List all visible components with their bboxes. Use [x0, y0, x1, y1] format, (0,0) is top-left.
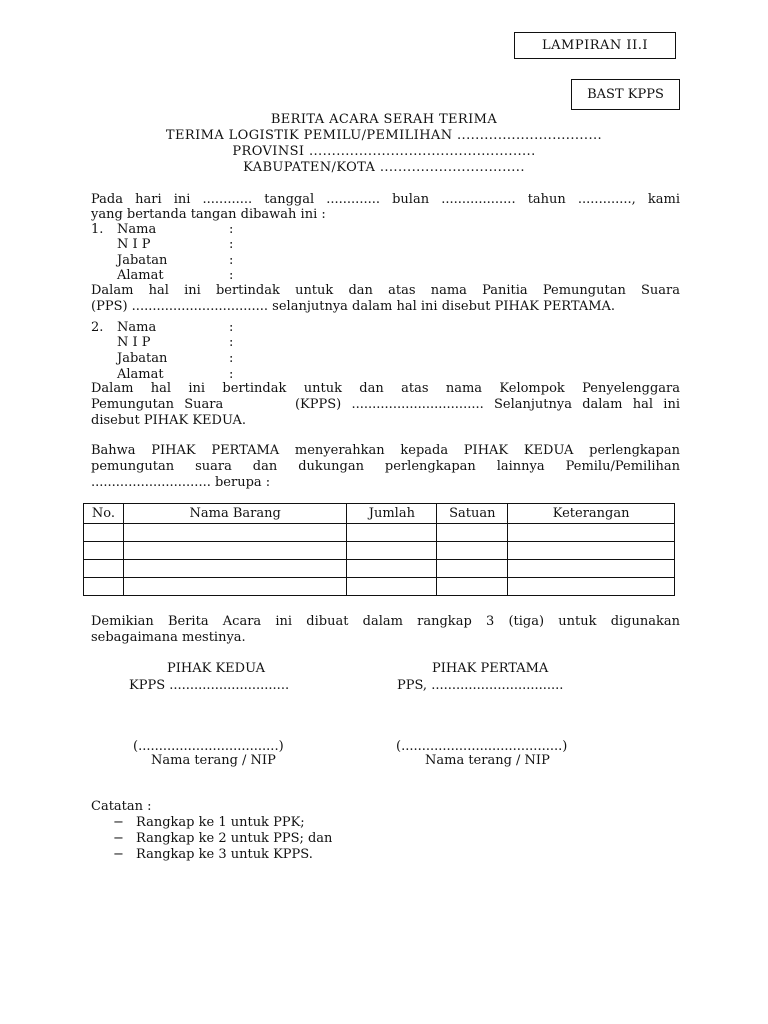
table-row: [84, 524, 675, 542]
table-cell: [84, 578, 124, 596]
table-cell: [437, 524, 508, 542]
person1-colon: :: [229, 268, 234, 283]
table-cell: [84, 524, 124, 542]
closing-statement-line: Demikian Berita Acara ini dibuat dalam rangkap 3 (tiga) untuk digunakan: [91, 614, 680, 629]
items-table: [83, 503, 675, 596]
bast-kpps-label-box: BAST KPPS: [571, 79, 680, 110]
person1-field-nip: N I P: [117, 237, 151, 252]
note-bullet: −: [113, 831, 124, 846]
table-row: [84, 542, 675, 560]
lampiran-label-box: LAMPIRAN II.I: [514, 32, 676, 59]
table-row: [84, 560, 675, 578]
table-cell: [437, 560, 508, 578]
person2-colon: :: [229, 351, 234, 366]
table-cell: [437, 578, 508, 596]
person1-field-alamat: Alamat: [117, 268, 164, 283]
person2-colon: :: [229, 335, 234, 350]
table-row: [84, 578, 675, 596]
left-signature-org: KPPS .............................: [129, 678, 290, 693]
person2-colon: :: [229, 320, 234, 335]
left-signature-blank: (..................................): [133, 739, 284, 754]
note-item: Rangkap ke 3 untuk KPPS.: [136, 847, 313, 862]
transfer-statement-line: pemungutan suara dan dukungan perlengkapan lainnya Pemilu/Pemilihan: [91, 459, 680, 474]
table-cell: [508, 578, 675, 596]
person1-colon: :: [229, 253, 234, 268]
left-signature-title: PIHAK KEDUA: [167, 661, 266, 676]
note-item: Rangkap ke 1 untuk PPK;: [136, 815, 305, 830]
table-cell: [437, 542, 508, 560]
column-header-nama-barang: Nama Barang: [123, 504, 346, 524]
right-signature-caption: Nama terang / NIP: [425, 753, 550, 768]
transfer-statement-line: ............................. berupa :: [91, 475, 271, 490]
table-cell: [347, 578, 437, 596]
person2-number: 2.: [91, 320, 104, 335]
column-header-satuan: Satuan: [437, 504, 508, 524]
document-subtitle: TERIMA LOGISTIK PEMILU/PEMILIHAN ................................: [165, 128, 603, 143]
document-title: BERITA ACARA SERAH TERIMA: [270, 112, 498, 127]
person2-role-line: disebut PIHAK KEDUA.: [91, 413, 247, 428]
person1-field-nama: Nama: [117, 222, 157, 237]
left-signature-caption: Nama terang / NIP: [151, 753, 276, 768]
right-signature-org: PPS, ................................: [397, 678, 564, 693]
note-bullet: −: [113, 847, 124, 862]
table-cell: [123, 578, 346, 596]
table-cell: [347, 560, 437, 578]
province-line: PROVINSI ..................................................: [232, 144, 536, 159]
closing-statement-line: sebagaimana mestinya.: [91, 630, 246, 645]
table-cell: [508, 524, 675, 542]
person1-colon: :: [229, 222, 234, 237]
intro-signatories-line: yang bertanda tangan dibawah ini :: [91, 207, 326, 222]
table-cell: [123, 560, 346, 578]
notes-heading: Catatan :: [91, 799, 152, 814]
table-cell: [347, 542, 437, 560]
right-signature-title: PIHAK PERTAMA: [432, 661, 549, 676]
person1-field-jabatan: Jabatan: [117, 253, 168, 268]
table-header-row: [84, 504, 675, 524]
person2-field-alamat: Alamat: [117, 367, 164, 382]
table-cell: [508, 542, 675, 560]
column-header-jumlah: Jumlah: [347, 504, 437, 524]
column-header-no: No.: [84, 504, 124, 524]
table-cell: [123, 524, 346, 542]
person1-role-line: Dalam hal ini bertindak untuk dan atas nama Panitia Pemungutan Suara: [91, 283, 680, 298]
person1-number: 1.: [91, 222, 104, 237]
column-header-keterangan: Keterangan: [508, 504, 675, 524]
person1-colon: :: [229, 237, 234, 252]
right-signature-blank: (.......................................): [396, 739, 568, 754]
table-cell: [123, 542, 346, 560]
person1-role-line: (PPS) ................................. selanjutnya dalam hal ini disebut PIHAK PERTAMA.: [91, 299, 616, 314]
note-bullet: −: [113, 815, 124, 830]
table-cell: [508, 560, 675, 578]
person2-role-line: Dalam hal ini bertindak untuk dan atas nama Kelompok Penyelenggara: [91, 381, 680, 396]
person2-field-jabatan: Jabatan: [117, 351, 168, 366]
table-cell: [84, 560, 124, 578]
intro-date-line: Pada hari ini ............ tanggal ............. bulan .................. tahun ............., kami: [91, 192, 680, 207]
table-cell: [347, 524, 437, 542]
person2-field-nama: Nama: [117, 320, 157, 335]
person2-field-nip: N I P: [117, 335, 151, 350]
table-cell: [84, 542, 124, 560]
transfer-statement-line: Bahwa PIHAK PERTAMA menyerahkan kepada PIHAK KEDUA perlengkapan: [91, 443, 680, 458]
person2-colon: :: [229, 367, 234, 382]
regency-line: KABUPATEN/KOTA ................................: [243, 160, 525, 175]
person2-role-line: Pemungutan Suara (KPPS) ................................ Selanjutnya dalam hal ini: [91, 397, 680, 412]
note-item: Rangkap ke 2 untuk PPS; dan: [136, 831, 333, 846]
